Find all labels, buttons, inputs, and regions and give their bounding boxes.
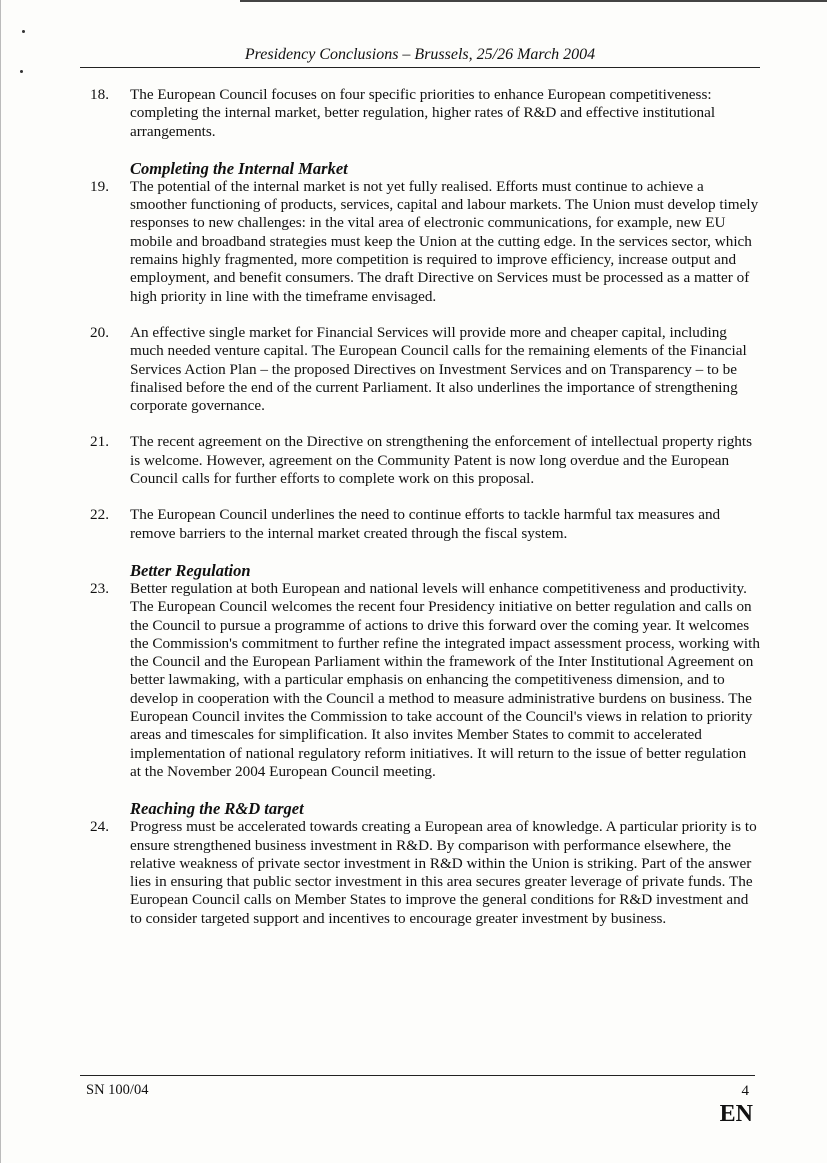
paragraph: [90, 580, 760, 781]
scan-speck: [20, 70, 23, 73]
paragraph: [90, 324, 760, 415]
paragraph-number: 23.: [90, 579, 109, 597]
paragraph-number: 21.: [90, 433, 109, 451]
paragraph: [90, 178, 760, 306]
paragraph-number: 24.: [90, 818, 109, 836]
document-reference: SN 100/04: [86, 1082, 149, 1098]
paragraph: [90, 433, 760, 488]
scan-artifact-line: [240, 0, 827, 2]
paragraph-text: An effective single market for Financial Services will provide more and cheaper capital, including much needed venture capital. The European Council calls for the remaining elements of the Financial Services Action Plan – the proposed Directives on Investment Services and on Transparency – to be finalised before the end of the current Parliament. It also underlines the importance of strengthening corporate governance.: [130, 323, 747, 415]
scan-edge: [0, 0, 1, 1163]
paragraph-text: Better regulation at both European and national levels will enhance competitiveness and productivity. The European Council welcomes the recent four Presidency initiative on better regulation and calls on the Council to pursue a programme of actions to drive this forward over the coming year. It welcomes the Commission's commitment to further refine the integrated impact assessment process, working with the Council and the European Parliament within the framework of the Inter Institutional Agreement on better lawmaking, with a particular emphasis on enhancing the competitiveness dimension, and to develop in cooperation with the Council a method to measure administrative burdens on business. The European Council invites the Commission to take account of the Council's views in relation to priority areas and timescales for simplification. It also invites Member States to commit to accelerated implementation of national regulatory reform initiatives. It will return to the issue of better regulation at the November 2004 European Council meeting.: [130, 579, 760, 780]
paragraph: [90, 86, 760, 141]
paragraph-text: The potential of the internal market is not yet fully realised. Efforts must continue to achieve a smoother functioning of products, services, capital and labour markets. The Union must develop timely responses to new challenges: in the vital area of electronic communications, for example, new EU mobile and broadband strategies must keep the Union at the cutting edge. In the services sector, which remains highly fragmented, more competition is required to improve efficiency, increase output and employment, and benefit consumers. The draft Directive on Services must be processed as a matter of high priority in line with the timeframe envisaged.: [130, 177, 759, 305]
language-code: EN: [719, 1101, 753, 1127]
footer-rule: [80, 1075, 755, 1076]
paragraph: [90, 506, 760, 543]
page-number: 4: [741, 1083, 749, 1099]
section-heading: Completing the Internal Market: [130, 158, 348, 178]
paragraph-number: 20.: [90, 323, 109, 341]
running-header: Presidency Conclusions – Brussels, 25/26 March 2004: [244, 46, 596, 63]
scan-speck: [22, 30, 25, 33]
paragraph-number: 19.: [90, 177, 109, 195]
document-body: [90, 86, 760, 946]
paragraph-text: Progress must be accelerated towards creating a European area of knowledge. A particular priority is to ensure strengthened business investment in R&D. By comparison with performance elsewhere, the relative weakness of private sector investment in R&D within the Union is striking. Part of the answer lies in ensuring that public sector investment in this area secures greater leverage of private funds. The European Council calls on Member States to improve the general conditions for R&D investment and to consider targeted support and incentives to encourage greater investment by business.: [130, 818, 757, 927]
paragraph-number: 18.: [90, 86, 109, 103]
section-heading: Better Regulation: [130, 560, 251, 580]
paragraph-text: The recent agreement on the Directive on strengthening the enforcement of intellectual property rights is welcome. However, agreement on the Community Patent is now long overdue and the European Council calls for further efforts to complete work on this proposal.: [130, 433, 753, 488]
section-heading: Reaching the R&D target: [130, 799, 304, 819]
paragraph-text: The European Council focuses on four specific priorities to enhance European competitiveness: completing the internal market, better regulation, higher rates of R&D and effective institutional arrangements.: [130, 86, 716, 140]
header-rule: [80, 67, 760, 68]
paragraph: [90, 818, 760, 928]
paragraph-text: The European Council underlines the need to continue efforts to tackle harmful tax measures and remove barriers to the internal market created through the fiscal system.: [130, 506, 721, 542]
paragraph-number: 22.: [90, 506, 109, 524]
